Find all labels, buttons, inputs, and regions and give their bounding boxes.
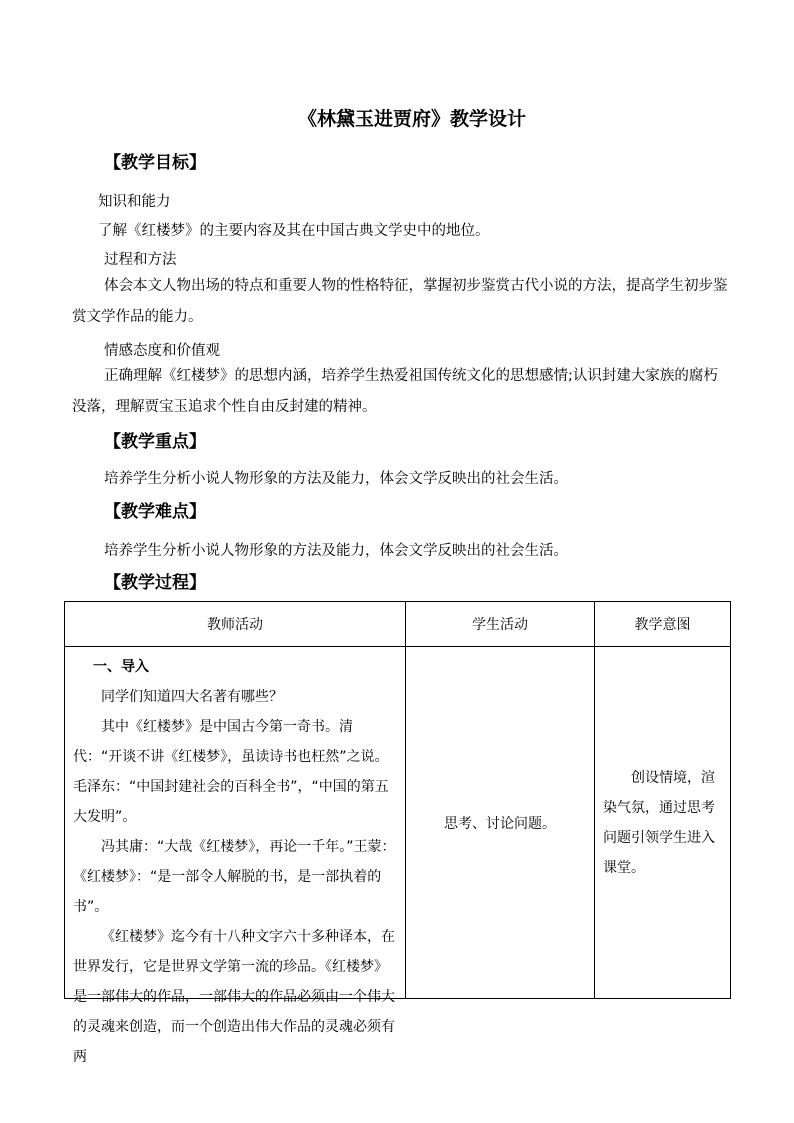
knowledge-label: 知识和能力 (98, 194, 171, 210)
column-header-student: 学生活动 (406, 602, 595, 647)
emotion-text: 正确理解《红楼梦》的思想内涵，培养学生热爱祖国传统文化的思想感情;认识封建大家族的腐朽没落，理解贾宝玉追求个性自由反封建的精神。 (72, 368, 718, 415)
process-heading: 【教学过程】 (104, 573, 206, 593)
key-points-text: 培养学生分析小说人物形象的方法及能力，体会文学反映出的社会生活。 (104, 471, 568, 487)
teacher-paragraph: 其中《红楼梦》是中国古今第一奇书。清代：“开谈不讲《红楼梦》，虽读诗书也枉然”之说。毛泽东：“中国封建社会的百科全书”，“中国的第五大发明”。 (73, 719, 389, 825)
difficulties-text: 培养学生分析小说人物形象的方法及能力，体会文学反映出的社会生活。 (104, 543, 568, 559)
process-table (64, 601, 731, 1065)
intent-cell (595, 647, 731, 999)
student-activity-cell: 思考、讨论问题。 (406, 647, 595, 999)
intent-text: 创设情境，渲染气氛，通过思考问题引领学生进入课堂。 (603, 769, 715, 876)
method-label: 过程和方法 (104, 252, 177, 268)
table-header-row (65, 602, 731, 647)
knowledge-text: 了解《红楼梦》的主要内容及其在中国古典文学史中的地位。 (98, 223, 490, 239)
column-header-intent: 教学意图 (595, 602, 731, 647)
emotion-label: 情感态度和价值观 (104, 343, 220, 359)
key-points-heading: 【教学重点】 (104, 432, 206, 452)
teacher-paragraph: 《红楼梦》迄今有十八种文字六十多种译本，在世界发行，它是世界文学第一流的珍品。《红楼梦》是一部伟大的作品，一部伟大的作品必须由一个伟大的灵魂来创造，而一个创造出伟大作品的灵魂必须有两 (73, 929, 395, 1065)
method-text: 体会本文人物出场的特点和重要人物的性格特征，掌握初步鉴赏古代小说的方法，提高学生初步鉴赏文学作品的能力。 (72, 278, 728, 325)
goals-heading: 【教学目标】 (104, 153, 206, 173)
table-row (65, 647, 731, 999)
difficulties-heading: 【教学难点】 (104, 502, 206, 522)
teacher-paragraph: 冯其庸：“大哉《红楼梦》，再论一千年。”王蒙：《红楼梦》：“是一部令人解脱的书，是一部执着的书”。 (73, 839, 396, 915)
teacher-activity-cell (65, 647, 406, 1065)
column-header-teacher: 教师活动 (65, 602, 406, 647)
teacher-paragraph: 同学们知道四大名著有哪些？ (101, 689, 283, 705)
section-title: 一、导入 (93, 659, 149, 675)
document-title: 《林黛玉进贾府》教学设计 (297, 108, 526, 130)
